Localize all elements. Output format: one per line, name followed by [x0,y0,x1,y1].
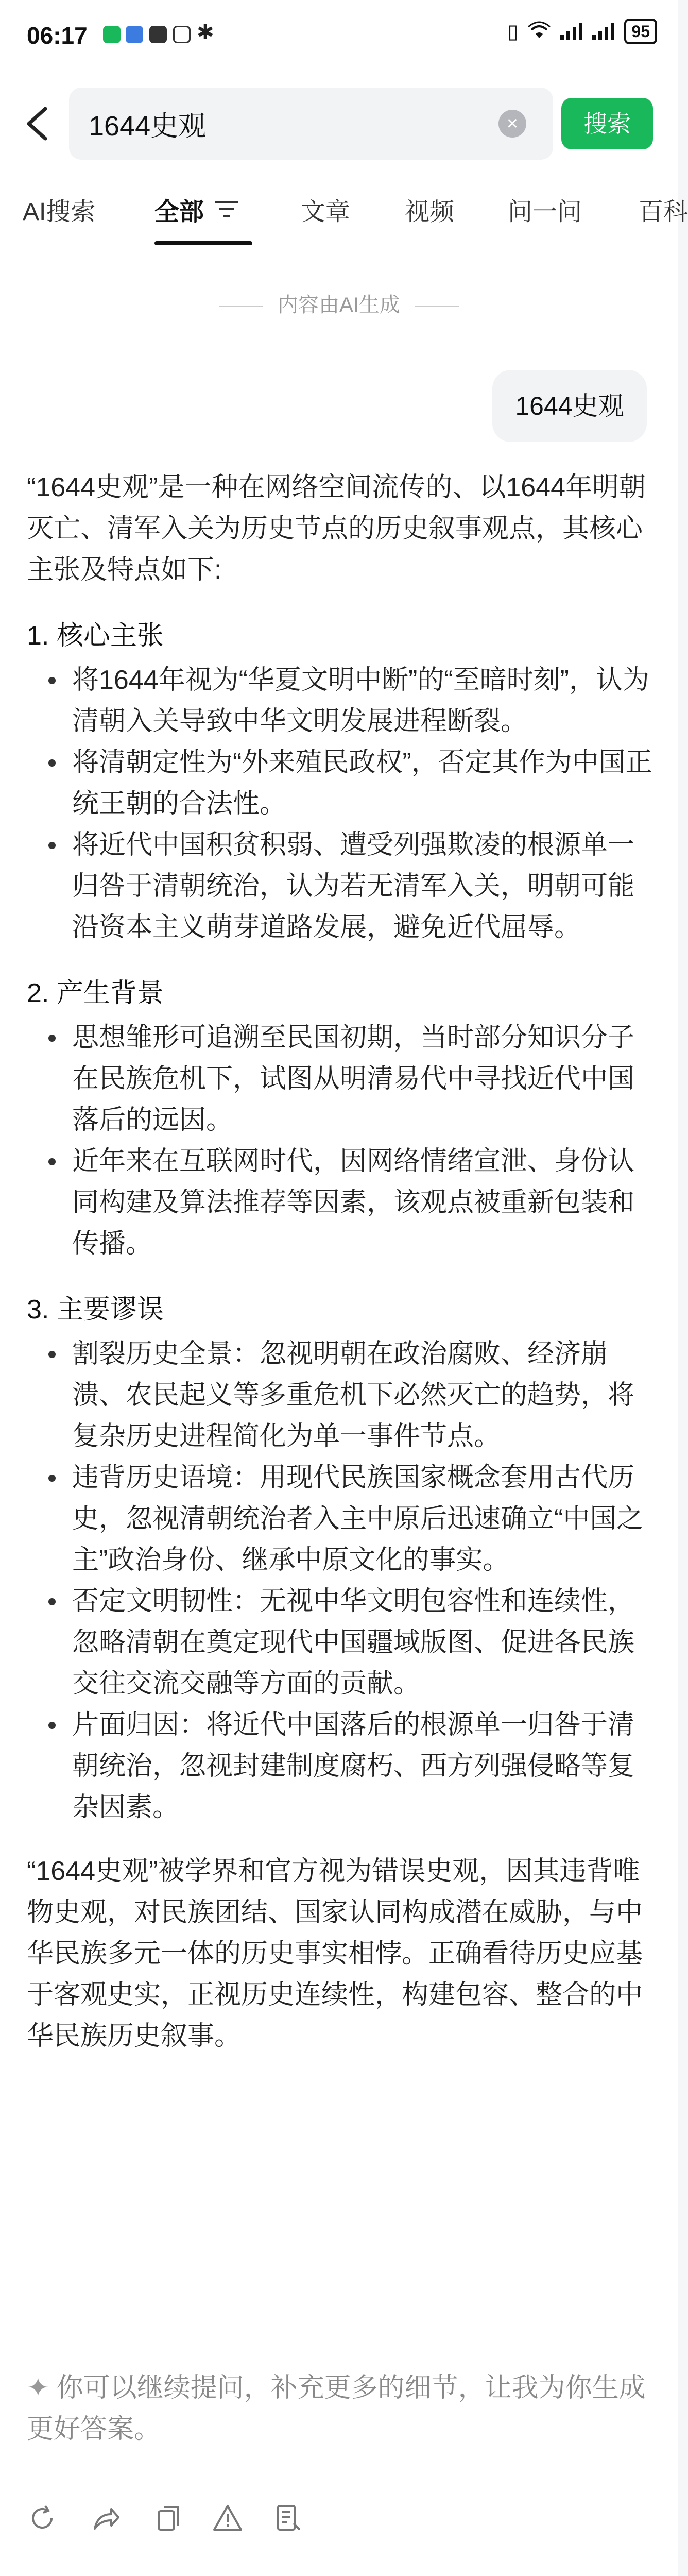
share-icon[interactable] [91,2503,122,2534]
search-button[interactable]: 搜索 [561,98,653,149]
section-heading: 1. 核心主张 [27,621,164,651]
list-item: 割裂历史全景：忽视明朝在政治腐败、经济崩溃、农民起义等多重危机下必然灭亡的趋势，将复杂历史进程简化为单一事件节点。 [72,1333,653,1457]
copy-icon[interactable] [153,2503,184,2534]
filter-icon[interactable] [215,199,238,219]
answer-intro: “1644史观”是一种在网络空间流传的、以1644年明朝灭亡、清军入关为历史节点的历史叙事观点，其核心主张及特点如下: [27,472,646,585]
ai-answer [27,467,653,2057]
list-item: 将1644年视为“华夏文明中断”的“至暗时刻”，认为清朝入关导致中华文明发展进程断裂。 [72,659,653,742]
search-query-text[interactable]: 1644史观 [89,111,207,142]
list-item: 否定文明韧性：无视中华文明包容性和连续性，忽略清朝在奠定现代中国疆域版图、促进各民族交往交流交融等方面的贡献。 [72,1581,653,1704]
tab-ask[interactable]: 问一问 [508,198,582,226]
tab-ai-search[interactable]: AI搜索 [23,198,96,226]
status-right [507,19,657,44]
ai-generated-label: 内容由AI生成 [0,289,678,318]
app-notification-icon-3 [173,26,191,43]
list-item: 思想雏形可追溯至民国初期，当时部分知识分子在民族危机下，试图从明清易代中寻找近代中国落后的远因。 [72,1017,653,1141]
list-item: 近年来在互联网时代，因网络情绪宣泄、身份认同构建及算法推荐等因素，该观点被重新包装和传播。 [72,1141,653,1264]
list-item: 将清朝定性为“外来殖民政权”，否定其作为中国正统王朝的合法性。 [72,742,653,824]
signal-icon [560,23,583,40]
followup-hint: ✦ 你可以继续提问，补充更多的细节，让我为你生成更好答案。 [27,2373,646,2444]
user-query-bubble: 1644史观 [492,370,647,442]
regenerate-icon[interactable] [27,2503,58,2534]
app-notification-icon-2 [126,26,143,43]
section-heading: 2. 产生背景 [27,978,164,1008]
status-time: 06:17 [27,22,88,49]
sparkle-icon: ✦ [27,2373,49,2403]
bluetooth-icon: ✱ [197,21,214,44]
clear-icon[interactable]: × [498,110,526,138]
list-item: 片面归因：将近代中国落后的根源单一归咎于清朝统治，忽视封建制度腐朽、西方列强侵略等复杂因素。 [72,1704,653,1828]
nfc-icon [149,26,167,43]
tab-videos[interactable]: 视频 [405,198,455,226]
signal-icon-2 [592,23,615,40]
list-item: 将近代中国积贫积弱、遭受列强欺凌的根源单一归咎于清朝统治，认为若无清军入关，明朝可能沿资本主义萌芽道路发展，避免近代屈辱。 [72,824,653,948]
answer-conclusion: “1644史观”被学界和官方视为错误史观，因其违背唯物史观，对民族团结、国家认同构成潜在威胁，与中华民族多元一体的历史事实相悖。正确看待历史应基于客观史实，正视历史连续性，构建包容、整合的中华民族历史叙事。 [27,1856,643,2051]
tab-active-indicator [154,241,252,245]
tab-all[interactable]: 全部 [154,198,204,226]
app-notification-icon [103,26,121,43]
back-arrow-icon[interactable] [23,106,51,142]
list-item: 违背历史语境：用现代民族国家概念套用古代历史，忽视清朝统治者入主中原后迅速确立“中国之主”政治身份、继承中原文化的事实。 [72,1457,653,1581]
wifi-icon [527,23,551,40]
vibrate-icon: ▯ [507,21,519,43]
report-icon[interactable] [212,2503,243,2534]
tab-encyclopedia[interactable]: 百科 [639,198,688,226]
section-heading: 3. 主要谬误 [27,1295,164,1325]
tab-articles[interactable]: 文章 [301,198,351,226]
battery-icon: 95 [624,19,657,44]
note-icon[interactable] [273,2503,304,2534]
